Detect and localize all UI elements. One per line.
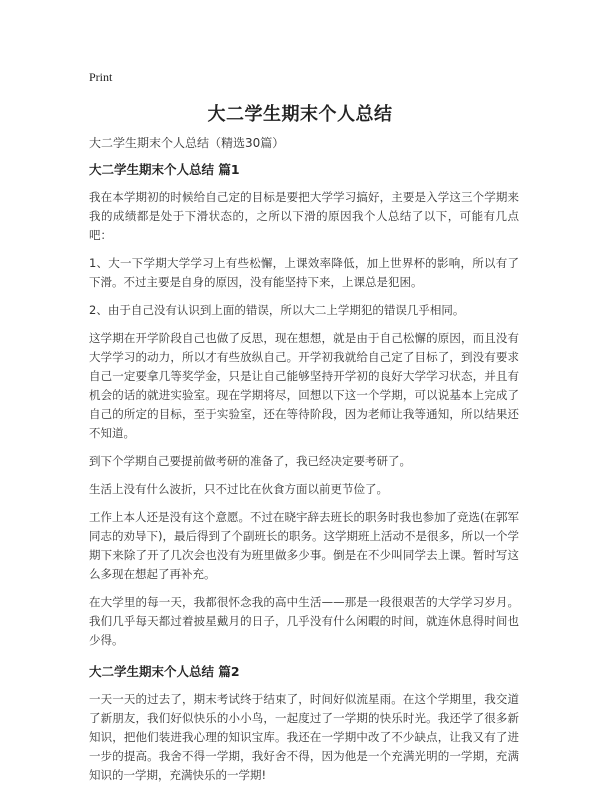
paragraph: 我在本学期初的时候给自己定的目标是要把大学学习搞好，主要是入学这三个学期来我的成绩都是处于下滑状态的，之所以下滑的原因我个人总结了以下，可能有几点吧： [89, 190, 519, 242]
paragraph: 一天一天的过去了，期末考试终于结束了，时间好似流星雨。在这个学期里，我交道了新朋友，我们好似快乐的小小鸟，一起度过了一学期的快乐时光。我还学了很多新知识，把他们装进我心理的知识宝库。我还在一学期中改了不少缺点，让我又有了进一步的提高。我舍不得一学期，我好舍不得，因为他是一个充满光明的一学期，充满知识的一学期，充满快乐的一学期! [89, 692, 519, 782]
paragraph: 工作上本人还是没有这个意愿。不过在晓宇辞去班长的职务时我也参加了竞选(在郭军同志的劝导下)，最后得到了个副班长的职务。这学期班上活动不是很多，所以一个学期下来除了开了几次会也没有为班里做多少事。倒是在不少叫同学去上课。暂时写这么多现在想起了再补充。 [89, 510, 519, 581]
paragraph: 在大学里的每一天，我都很怀念我的高中生活——那是一段很艰苦的大学学习岁月。我们几乎每天都过着披星戴月的日子，几乎没有什么闲暇的时间，就连休息得时间也少得。 [89, 595, 519, 647]
section-heading: 大二学生期末个人总结 篇1 [89, 162, 240, 177]
page-title: 大二学生期末个人总结 [207, 104, 393, 125]
paragraph: 到下个学期自己要提前做考研的准备了，我已经决定要考研了。 [89, 454, 411, 468]
document-body [89, 160, 519, 794]
document-subtitle: 大二学生期末个人总结（精选30篇） [89, 136, 285, 150]
paragraph: 生活上没有什么波折，只不过比在伙食方面以前更节俭了。 [89, 482, 388, 496]
paragraph: 2、由于自己没有认识到上面的错误，所以大二上学期犯的错误几乎相同。 [89, 303, 465, 317]
paragraph: 1、大一下学期大学学习上有些松懈，上课效率降低，加上世界杯的影响，所以有了下滑。不过主要是自身的原因，没有能坚持下来，上课总是犯困。 [89, 256, 519, 289]
print-link[interactable]: Print [89, 70, 113, 84]
section-heading: 大二学生期末个人总结 篇2 [89, 664, 240, 679]
paragraph: 这学期在开学阶段自己也做了反思，现在想想，就是由于自己松懈的原因，而且没有大学学习的动力，所以才有些放纵自己。开学初我就给自己定了目标了，到没有要求自己一定要拿几等奖学金，只是让自己能够坚持开学初的良好大学学习状态，并且有机会的话的就进实验室。现在学期将尽，回想以下这一个学期，可以说基本上完成了自己的所定的目标，至于实验室，还在等待阶段，因为老师让我等通知，所以结果还不知道。 [89, 331, 519, 440]
